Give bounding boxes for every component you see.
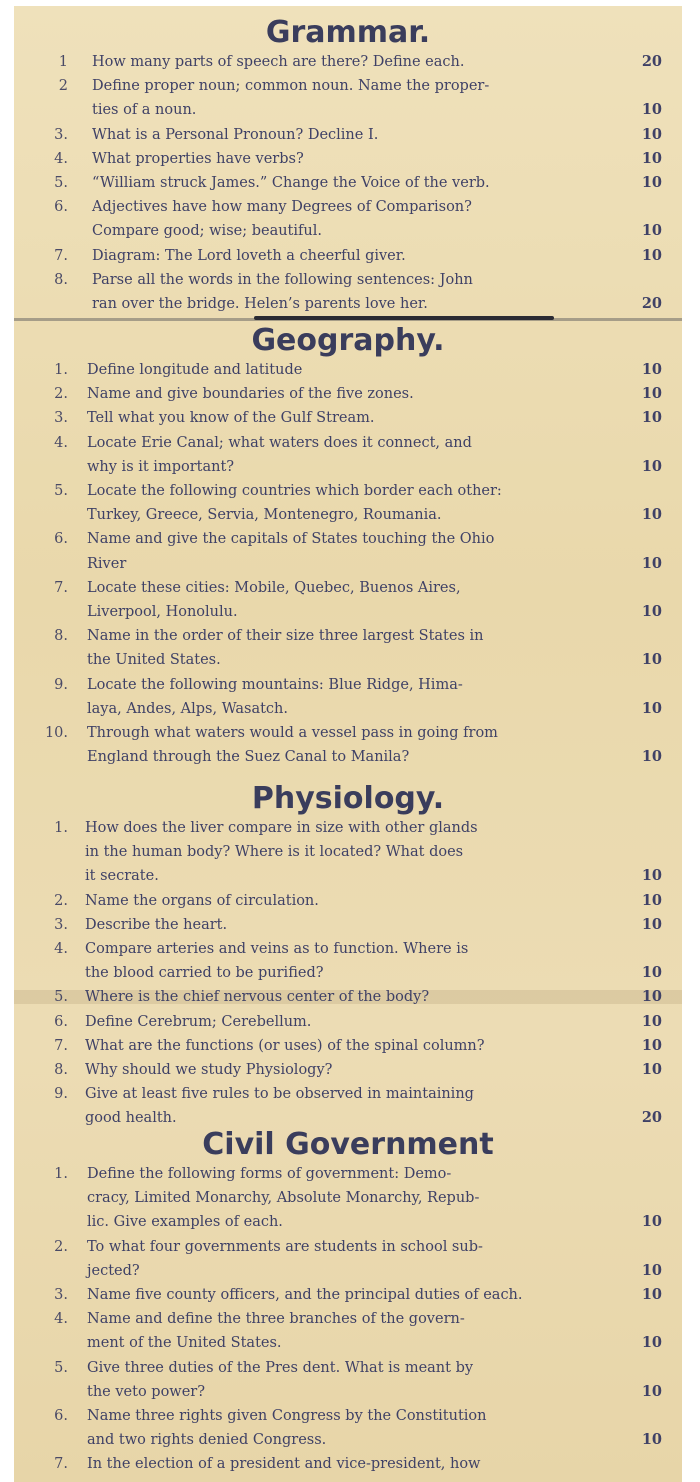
question-item	[14, 50, 682, 74]
question-number: 6.	[54, 531, 68, 548]
question-number: 8.	[54, 628, 68, 645]
question-points: 10	[641, 1382, 662, 1400]
question-number: 2.	[54, 1238, 68, 1255]
question-item	[14, 1452, 682, 1476]
question-number: 3.	[54, 1287, 68, 1303]
question-number: 2.	[54, 892, 68, 909]
question-text-line: Locate the following mountains: Blue Ridge, Hima-	[87, 676, 463, 693]
question-points: 10	[641, 1431, 662, 1449]
question-text-line: Define proper noun; common noun. Name the proper-	[92, 78, 490, 95]
question-item	[14, 123, 682, 147]
question-points: 10	[641, 699, 662, 717]
question-item	[14, 721, 682, 769]
section-title: Grammar.	[265, 15, 431, 50]
question-item	[14, 1034, 682, 1058]
section-title: Geography.	[251, 323, 445, 358]
question-text-line: it secrate.	[85, 868, 159, 885]
question-item	[14, 1283, 682, 1307]
question-points: 10	[641, 1261, 662, 1279]
question-text-line: Locate the following countries which border each other:	[87, 483, 502, 499]
question-points: 10	[641, 1036, 662, 1054]
question-item	[14, 1010, 682, 1034]
question-number: 1.	[54, 1166, 68, 1182]
question-text-line: To what four governments are students in school sub-	[87, 1238, 483, 1255]
question-item	[14, 1082, 682, 1130]
question-text-line: Parse all the words in the following sentences: John	[92, 271, 473, 288]
question-text-line: Turkey, Greece, Servia, Montenegro, Roumania.	[87, 507, 442, 524]
question-item	[14, 1356, 682, 1404]
question-item	[14, 147, 682, 171]
question-item	[14, 358, 682, 382]
question-text-line: River	[87, 555, 127, 572]
question-text-line: Adjectives have how many Degrees of Comparison?	[92, 199, 472, 216]
question-text-line: Name and give the capitals of States touching the Ohio	[87, 531, 495, 548]
question-item	[14, 889, 682, 913]
question-text-line: Compare good; wise; beautiful.	[92, 223, 322, 240]
question-points: 10	[641, 1286, 662, 1303]
exam-paper	[14, 6, 682, 1482]
question-points: 10	[641, 361, 662, 378]
question-points: 10	[641, 174, 662, 191]
question-number: 5.	[54, 1359, 68, 1376]
question-points: 10	[641, 1061, 662, 1078]
question-points: 10	[641, 891, 662, 909]
question-number: 4.	[54, 941, 68, 957]
question-points: 10	[641, 651, 662, 669]
question-item	[14, 406, 682, 430]
question-number: 7.	[54, 579, 68, 596]
question-item	[14, 1162, 682, 1235]
question-number: 9.	[54, 676, 68, 693]
question-text-line: Locate Erie Canal; what waters does it connect, and	[87, 434, 472, 451]
question-text-line: ties of a noun.	[92, 102, 197, 119]
question-points: 10	[641, 506, 662, 524]
question-text-line: Through what waters would a vessel pass in going from	[87, 725, 498, 741]
question-points: 10	[641, 149, 662, 167]
question-text-line: the veto power?	[87, 1383, 206, 1400]
question-item	[14, 171, 682, 195]
question-text-line: What are the functions (or uses) of the spinal column?	[85, 1037, 485, 1054]
question-text-line: laya, Andes, Alps, Wasatch.	[87, 700, 288, 717]
question-number: 1.	[54, 362, 68, 378]
question-item	[14, 527, 682, 575]
question-item	[14, 74, 682, 122]
question-text-line: England through the Suez Canal to Manila?	[87, 749, 410, 766]
question-points: 10	[641, 1012, 662, 1030]
question-points: 10	[641, 867, 662, 885]
question-text-line: Define Cerebrum; Cerebellum.	[85, 1013, 312, 1030]
question-item	[14, 937, 682, 985]
question-number: 4.	[54, 434, 68, 451]
question-points: 10	[641, 988, 662, 1006]
question-item	[14, 195, 682, 243]
question-number: 9.	[54, 1086, 68, 1103]
question-number: 3.	[54, 126, 68, 143]
question-text-line: Locate these cities: Mobile, Quebec, Buenos Aires,	[87, 579, 461, 596]
question-item	[14, 244, 682, 268]
question-text-line: jected?	[87, 1262, 140, 1279]
question-text-line: What is a Personal Pronoun? Decline I.	[92, 126, 379, 143]
question-text-line: ment of the United States.	[87, 1335, 282, 1352]
question-points: 10	[641, 964, 662, 982]
question-text-line: good health.	[85, 1110, 177, 1127]
question-number: 6.	[54, 199, 68, 216]
question-number: 1.	[54, 820, 68, 836]
question-text-line: Compare arteries and veins as to function. Where is	[85, 941, 469, 957]
question-text-line: cracy, Limited Monarchy, Absolute Monarchy, Repub-	[87, 1190, 480, 1207]
question-number: 1	[58, 54, 68, 70]
question-points: 10	[641, 409, 662, 427]
question-points: 20	[641, 294, 662, 312]
question-number: 6.	[54, 1408, 68, 1424]
question-item	[14, 673, 682, 721]
question-number: 7.	[54, 1037, 68, 1054]
question-item	[14, 382, 682, 406]
question-number: 4.	[54, 1311, 68, 1328]
question-text-line: Name five county officers, and the principal duties of each.	[87, 1287, 523, 1303]
question-item	[14, 431, 682, 479]
question-item	[14, 1235, 682, 1283]
question-text-line: Diagram: The Lord loveth a cheerful giver.	[92, 247, 406, 264]
question-text-line: Name in the order of their size three largest States in	[87, 628, 484, 645]
question-text-line: How many parts of speech are there? Define each.	[92, 54, 465, 70]
question-number: 5.	[54, 483, 68, 499]
question-text-line: Liverpool, Honolulu.	[87, 603, 238, 620]
question-text-line: Describe the heart.	[85, 916, 228, 933]
question-points: 10	[641, 125, 662, 143]
question-item	[14, 1307, 682, 1355]
question-text-line: Tell what you know of the Gulf Stream.	[87, 410, 375, 427]
question-text-line: Name and give boundaries of the five zones.	[87, 386, 414, 403]
question-text-line: What properties have verbs?	[92, 150, 304, 167]
question-number: 5.	[54, 989, 68, 1006]
question-points: 20	[641, 1109, 662, 1127]
question-points: 10	[641, 915, 662, 933]
question-text-line: “William struck James.” Change the Voice of the verb.	[92, 175, 490, 191]
ink-smudge	[254, 316, 554, 320]
question-text-line: Name the organs of circulation.	[85, 892, 319, 909]
question-points: 10	[641, 385, 662, 403]
question-number: 7.	[54, 247, 68, 264]
question-text-line: Where is the chief nervous center of the body?	[85, 989, 430, 1006]
question-item	[14, 1404, 682, 1452]
question-number: 8.	[54, 1062, 68, 1078]
question-item	[14, 576, 682, 624]
question-text-line: Name three rights given Congress by the Constitution	[87, 1408, 487, 1424]
question-points: 10	[641, 1213, 662, 1231]
question-text-line: why is it important?	[87, 458, 235, 475]
question-number: 2	[58, 78, 68, 95]
question-number: 3.	[54, 916, 68, 933]
question-text-line: Give three duties of the Pres dent. What is meant by	[87, 1359, 474, 1376]
section-title: Civil Government	[202, 1127, 494, 1162]
question-points: 10	[641, 246, 662, 264]
question-number: 4.	[54, 150, 68, 167]
question-text-line: How does the liver compare in size with other glands	[85, 820, 478, 836]
question-text-line: In the election of a president and vice-president, how	[87, 1456, 481, 1473]
question-number: 6.	[54, 1013, 68, 1030]
question-text-line: Why should we study Physiology?	[85, 1062, 333, 1078]
question-number: 10.	[44, 725, 68, 741]
question-points: 10	[641, 457, 662, 475]
question-number: 8.	[54, 271, 68, 288]
section-title: Physiology.	[251, 781, 445, 816]
question-points: 10	[641, 748, 662, 766]
question-item	[14, 268, 682, 316]
question-number: 5.	[54, 175, 68, 191]
question-text-line: lic. Give examples of each.	[87, 1214, 283, 1231]
question-item	[14, 1058, 682, 1082]
question-text-line: Define longitude and latitude	[87, 362, 303, 378]
question-item	[14, 479, 682, 527]
question-number: 3.	[54, 410, 68, 427]
question-points: 10	[641, 602, 662, 620]
question-item	[14, 913, 682, 937]
question-points: 10	[641, 554, 662, 572]
question-number: 2.	[54, 386, 68, 403]
question-text-line: Give at least five rules to be observed in maintaining	[85, 1086, 474, 1103]
question-points: 10	[641, 1334, 662, 1352]
question-item	[14, 624, 682, 672]
question-points: 10	[641, 101, 662, 119]
question-text-line: Define the following forms of government: Demo-	[87, 1166, 452, 1182]
question-number: 7.	[54, 1456, 68, 1473]
question-text-line: Name and define the three branches of the govern-	[87, 1311, 465, 1328]
question-text-line: ran over the bridge. Helen’s parents love her.	[92, 295, 428, 312]
question-text-line: the blood carried to be purified?	[85, 965, 324, 982]
question-text-line: and two rights denied Congress.	[87, 1432, 327, 1449]
question-text-line: the United States.	[87, 652, 221, 669]
question-points: 20	[641, 53, 662, 70]
question-item	[14, 985, 682, 1009]
question-points: 10	[641, 222, 662, 240]
question-item	[14, 816, 682, 889]
question-text-line: in the human body? Where is it located? What does	[85, 844, 464, 861]
